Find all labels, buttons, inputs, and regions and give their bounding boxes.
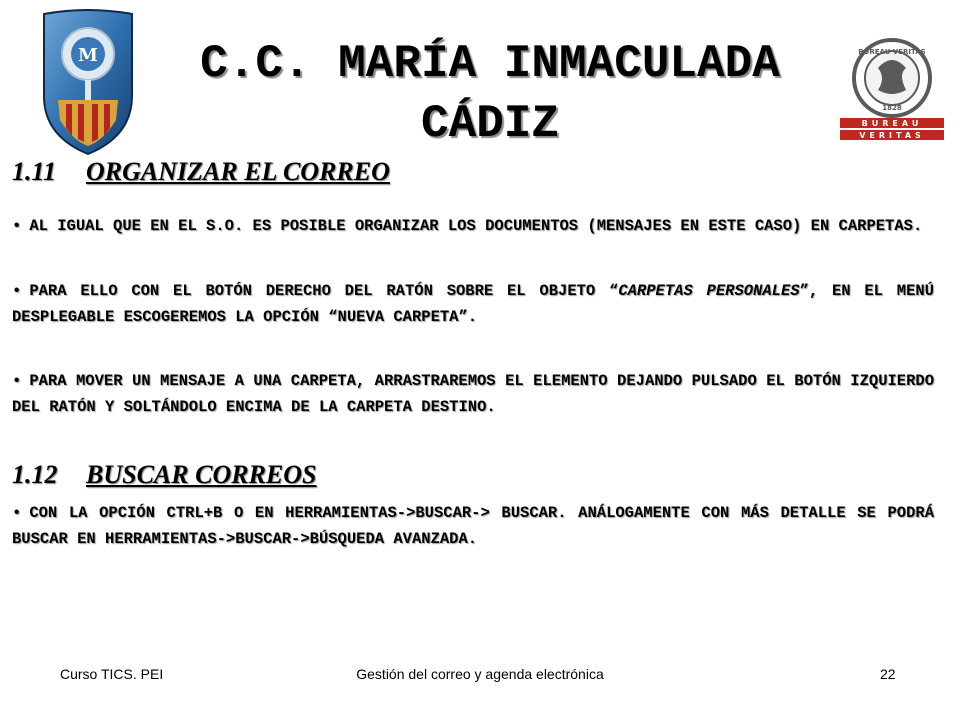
svg-text:BUREAU VERITAS: BUREAU VERITAS (858, 48, 926, 56)
paragraph-italic-text: CARPETAS PERSONALES (618, 282, 800, 300)
footer-course: Curso TICS. PEI (60, 666, 164, 682)
bureau-veritas-logo (838, 38, 946, 142)
bullet-dot: • (12, 217, 22, 235)
bullet-dot: • (12, 372, 22, 390)
section-title: ORGANIZAR EL CORREO (86, 157, 390, 186)
svg-text:BUREAU: BUREAU (861, 119, 923, 128)
svg-text:VERITAS: VERITAS (859, 131, 925, 140)
svg-text:1828: 1828 (882, 104, 902, 112)
bullet-dot: • (12, 504, 22, 522)
section-title: BUSCAR CORREOS (86, 460, 317, 489)
bullet-paragraph (12, 213, 934, 239)
paragraph-text: AL IGUAL QUE EN EL S.O. ES POSIBLE ORGANIZAR LOS DOCUMENTOS (MENSAJES EN ESTE CASO) EN CARPETAS. (29, 217, 923, 235)
school-crest-logo (38, 8, 138, 158)
section-number: 1.11 (12, 157, 57, 186)
section-number: 1.12 (12, 460, 58, 489)
paragraph-text: PARA MOVER UN MENSAJE A UNA CARPETA, ARRASTRAREMOS EL ELEMENTO DEJANDO PULSADO EL BOTÓN IZQUIERDO DEL RATÓN Y SOLTÁNDOLO ENCIMA DE LA CARPETA DESTINO. (12, 372, 934, 416)
page-subtitle: CÁDIZ (420, 98, 560, 150)
paragraph-text: PARA ELLO CON EL BOTÓN DERECHO DEL RATÓN SOBRE EL OBJETO “ (29, 282, 619, 300)
footer-topic: Gestión del correo y agenda electrónica (356, 666, 604, 682)
bullet-paragraph (12, 368, 934, 420)
section-heading-organizar (12, 157, 390, 187)
svg-text:M: M (78, 45, 98, 66)
bullet-paragraph (12, 278, 934, 330)
section-heading-buscar (12, 460, 316, 490)
bullet-paragraph (12, 500, 934, 552)
paragraph-text: ”, EN EL MENÚ DESPLEGABLE ESCOGEREMOS LA OPCIÓN “NUEVA CARPETA”. (12, 282, 934, 326)
paragraph-text: CON LA OPCIÓN CTRL+B O EN HERRAMIENTAS->BUSCAR-> BUSCAR. ANÁLOGAMENTE CON MÁS DETALLE SE PODRÁ BUSCAR EN HERRAMIENTAS->BUSCAR->BÚSQUEDA AVANZADA. (12, 504, 934, 548)
page-number: 22 (880, 666, 896, 682)
bullet-dot: • (12, 282, 22, 300)
page-title: C.C. MARÍA INMACULADA (200, 38, 780, 90)
